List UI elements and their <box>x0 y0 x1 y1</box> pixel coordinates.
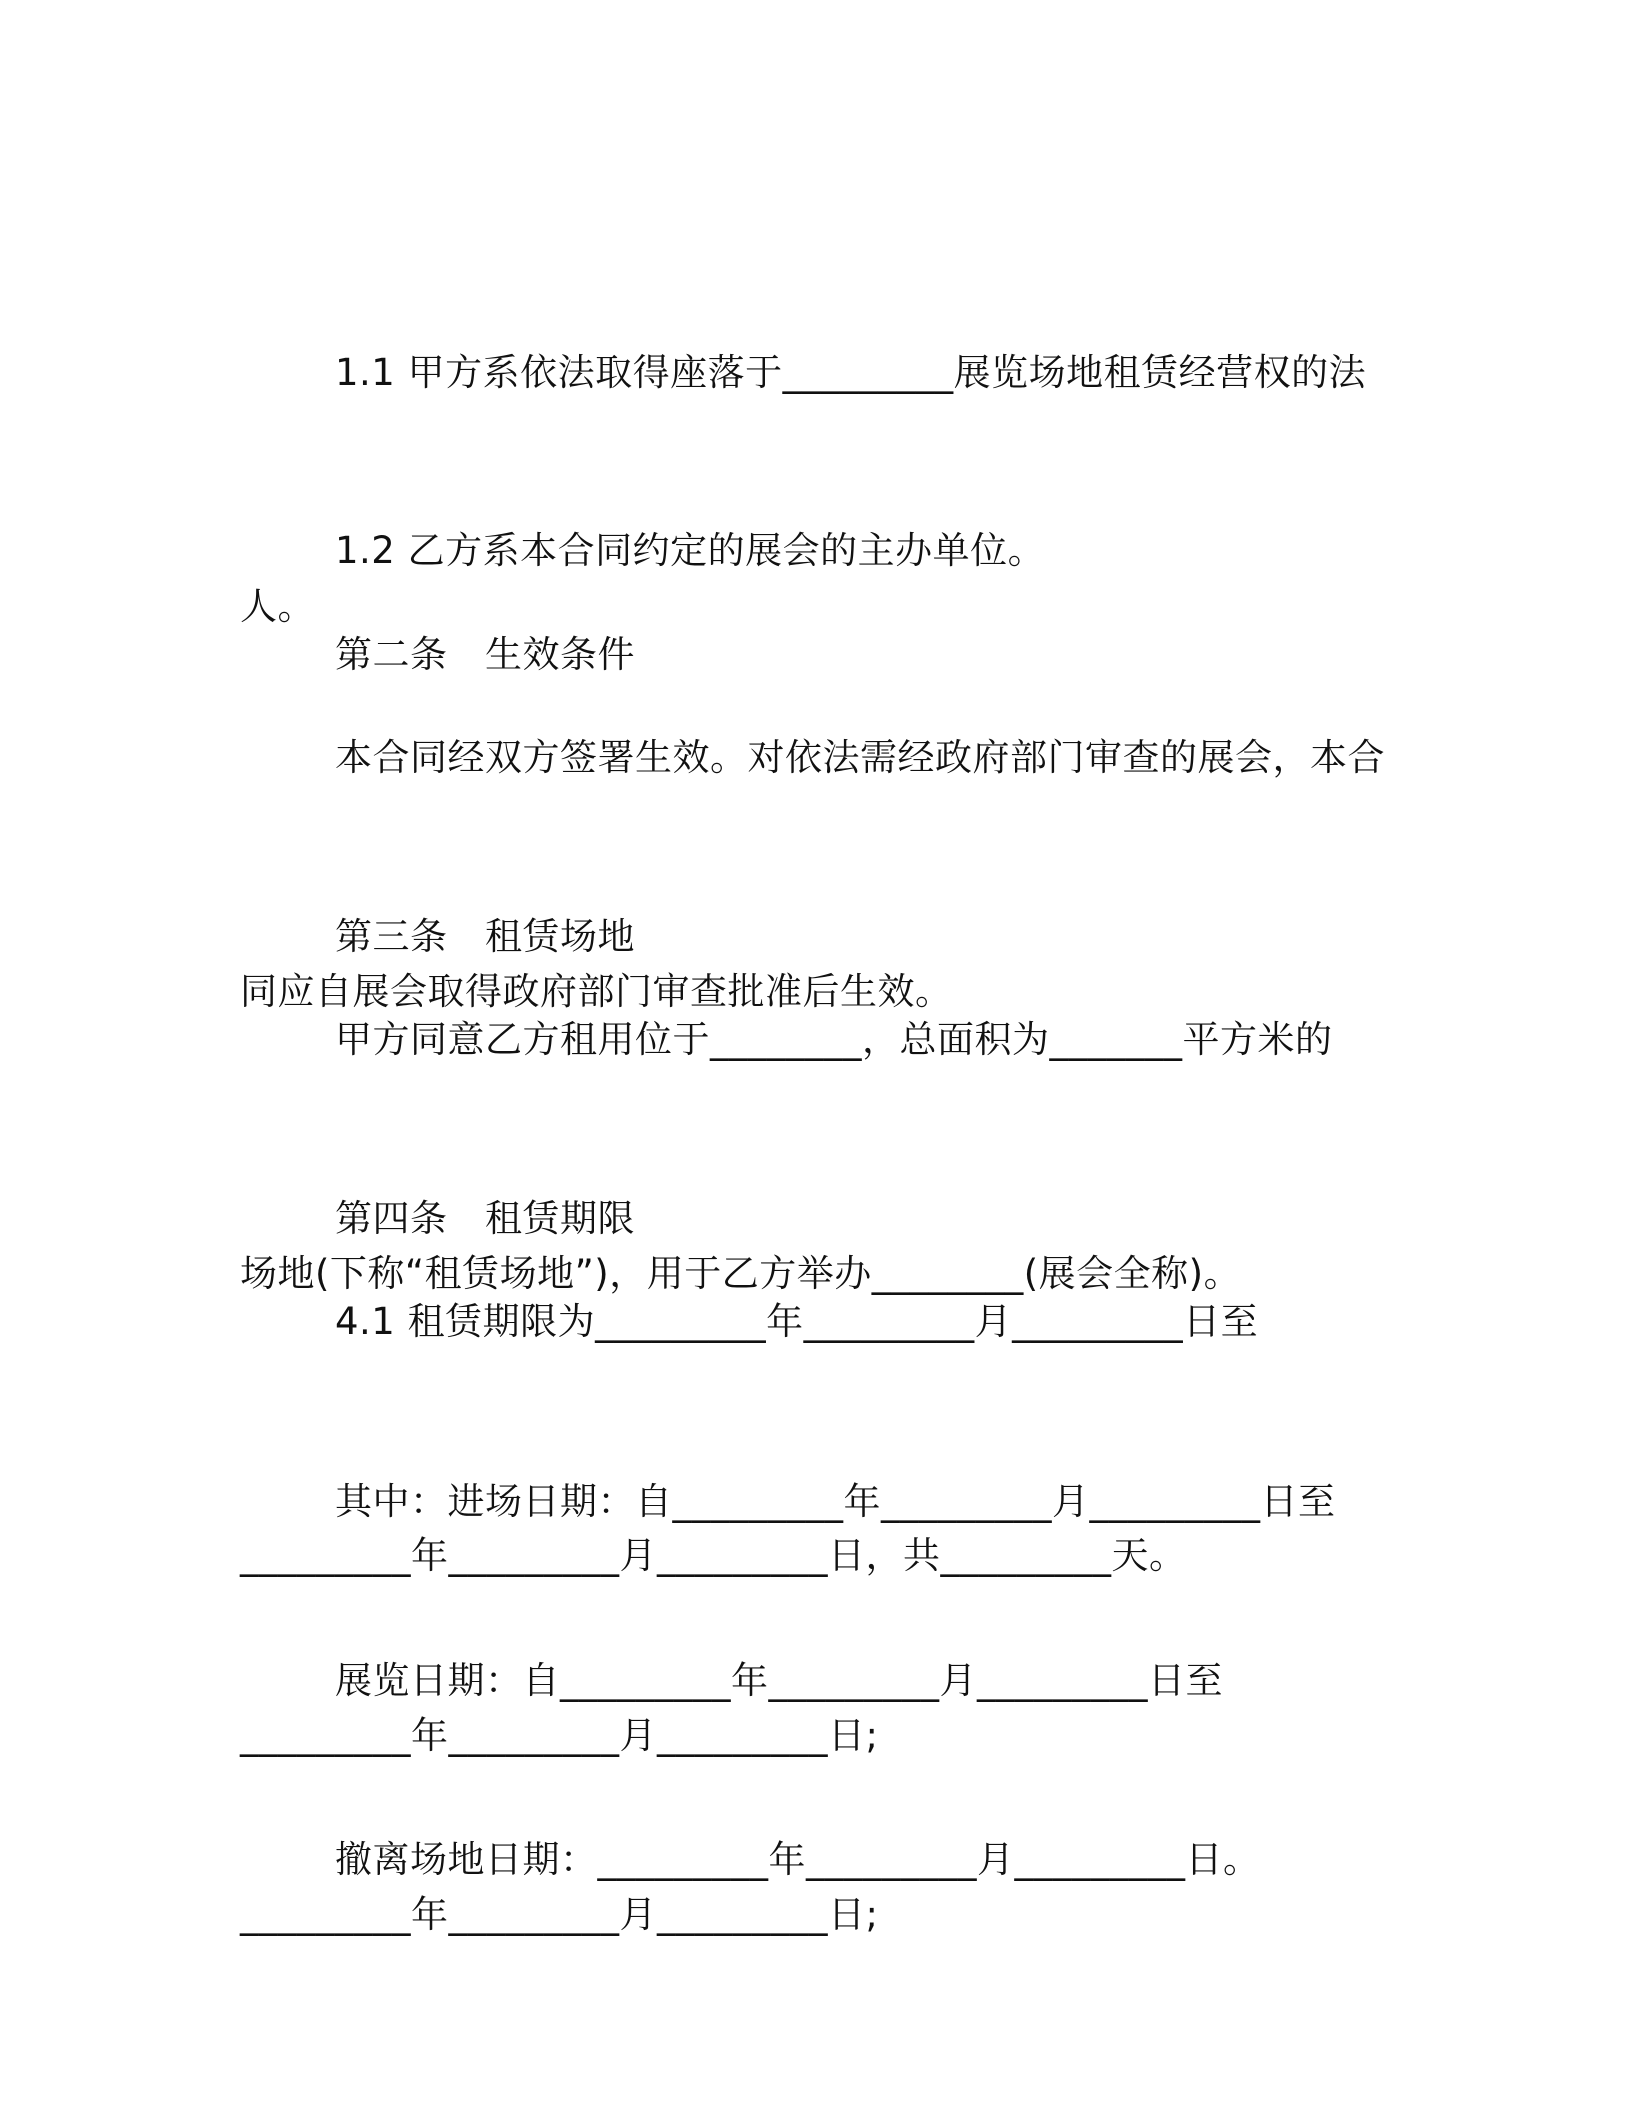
article-2-heading-text: 第二条 生效条件 <box>335 633 635 676</box>
exhibition-dates-line-1: 展览日期：自_________年_________月_________日至 <box>335 1659 1223 1702</box>
article-3-heading-text: 第三条 租赁场地 <box>335 915 635 958</box>
entry-dates-line-1: 其中：进场日期：自_________年_________月_________日至 <box>335 1480 1336 1523</box>
clause-1-1-line-2: 人。 <box>240 585 315 628</box>
clause-1-2-line-1: 1.2 乙方系本合同约定的展会的主办单位。 <box>335 529 1046 572</box>
removal-dates-line-1: 撤离场地日期：_________年_________月_________日。 <box>335 1838 1261 1881</box>
article-3-body-line-1: 甲方同意乙方租用位于________，总面积为_______平方米的 <box>335 1018 1333 1061</box>
article-2-body-line-1: 本合同经双方签署生效。对依法需经政府部门审查的展会，本合 <box>335 736 1385 779</box>
clause-1-1-line-1: 1.1 甲方系依法取得座落于_________展览场地租赁经营权的法 <box>335 351 1367 394</box>
entry-dates-line-2: _________年_________月_________日; <box>240 1714 879 1757</box>
clause-4-1-line-2: _________年_________月_________日，共_________天。 <box>240 1534 1187 1577</box>
removal-dates <box>240 1665 1390 2055</box>
article-4-heading-text: 第四条 租赁期限 <box>335 1197 635 1240</box>
exhibition-dates-line-2: _________年_________月_________日; <box>240 1893 879 1936</box>
clause-4-1-line-1: 4.1 租赁期限为_________年_________月_________日至 <box>335 1300 1259 1343</box>
article-2-body-line-2: 同应自展会取得政府部门审查批准后生效。 <box>240 970 953 1013</box>
article-3-body-line-2: 场地(下称“租赁场地”)，用于乙方举办________(展会全称)。 <box>240 1252 1242 1295</box>
